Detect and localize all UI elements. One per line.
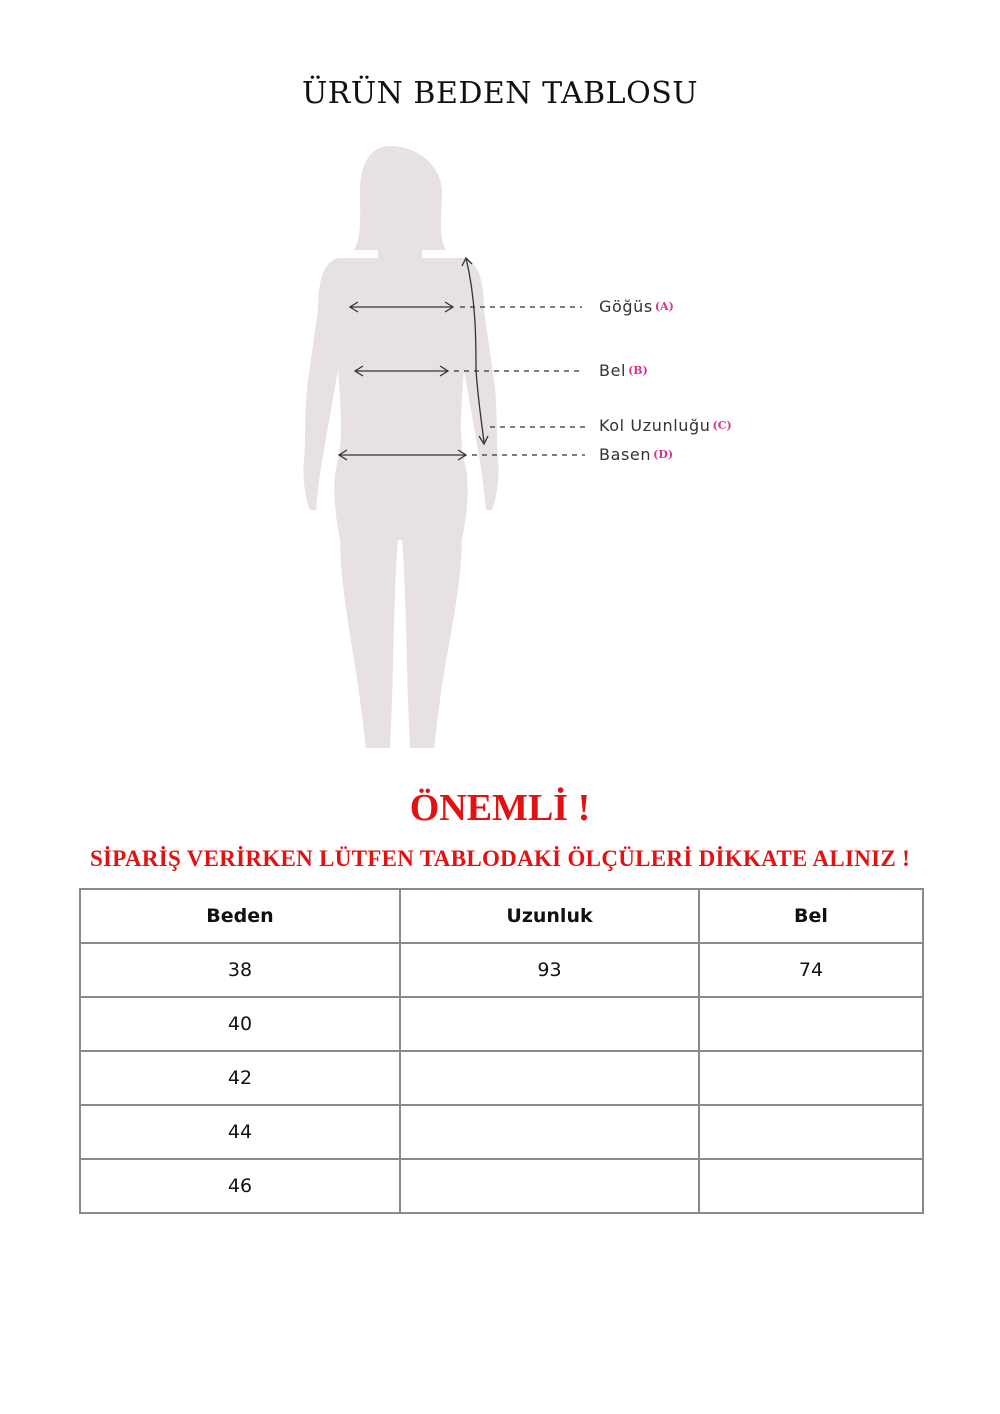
size-table <box>79 888 924 1214</box>
table-row <box>80 1159 923 1213</box>
measurement-label-chest <box>599 297 674 316</box>
table-row <box>80 997 923 1051</box>
table-cell: 93 <box>400 943 699 997</box>
table-cell <box>699 1051 923 1105</box>
table-row <box>80 1051 923 1105</box>
table-cell <box>699 997 923 1051</box>
table-cell <box>400 1105 699 1159</box>
measurement-code: (C) <box>712 419 732 432</box>
table-header-row <box>80 889 923 943</box>
table-cell: 74 <box>699 943 923 997</box>
measurement-code: (B) <box>628 364 648 377</box>
measurement-name: Basen <box>599 445 652 464</box>
page-title: ÜRÜN BEDEN TABLOSU <box>301 76 699 111</box>
table-cell <box>400 1051 699 1105</box>
table-cell <box>400 1159 699 1213</box>
body-silhouette <box>303 146 498 748</box>
measurement-code: (D) <box>653 448 674 461</box>
table-cell: 42 <box>80 1051 400 1105</box>
important-heading: ÖNEMLİ ! <box>409 787 591 829</box>
table-cell: 44 <box>80 1105 400 1159</box>
measurement-name: Bel <box>599 361 627 380</box>
measurement-label-waist <box>599 361 648 380</box>
measurement-label-hip <box>599 445 673 464</box>
table-row <box>80 1105 923 1159</box>
table-cell <box>699 1105 923 1159</box>
body-silhouette-illustration <box>280 140 760 755</box>
column-header: Beden <box>80 889 400 943</box>
table-cell: 46 <box>80 1159 400 1213</box>
table-cell <box>400 997 699 1051</box>
measurement-name: Kol Uzunluğu <box>599 416 711 435</box>
table-cell <box>699 1159 923 1213</box>
measurement-code: (A) <box>654 300 674 313</box>
table-cell: 38 <box>80 943 400 997</box>
table-row <box>80 943 923 997</box>
measurement-name: Göğüs <box>599 297 653 316</box>
important-notice-text: SİPARİŞ VERİRKEN LÜTFEN TABLODAKİ ÖLÇÜLERİ DİKKATE ALINIZ ! <box>89 846 911 871</box>
column-header: Bel <box>699 889 923 943</box>
column-header: Uzunluk <box>400 889 699 943</box>
table-cell: 40 <box>80 997 400 1051</box>
measurement-figure <box>280 140 760 755</box>
measurement-label-sleeve-length <box>599 416 732 435</box>
